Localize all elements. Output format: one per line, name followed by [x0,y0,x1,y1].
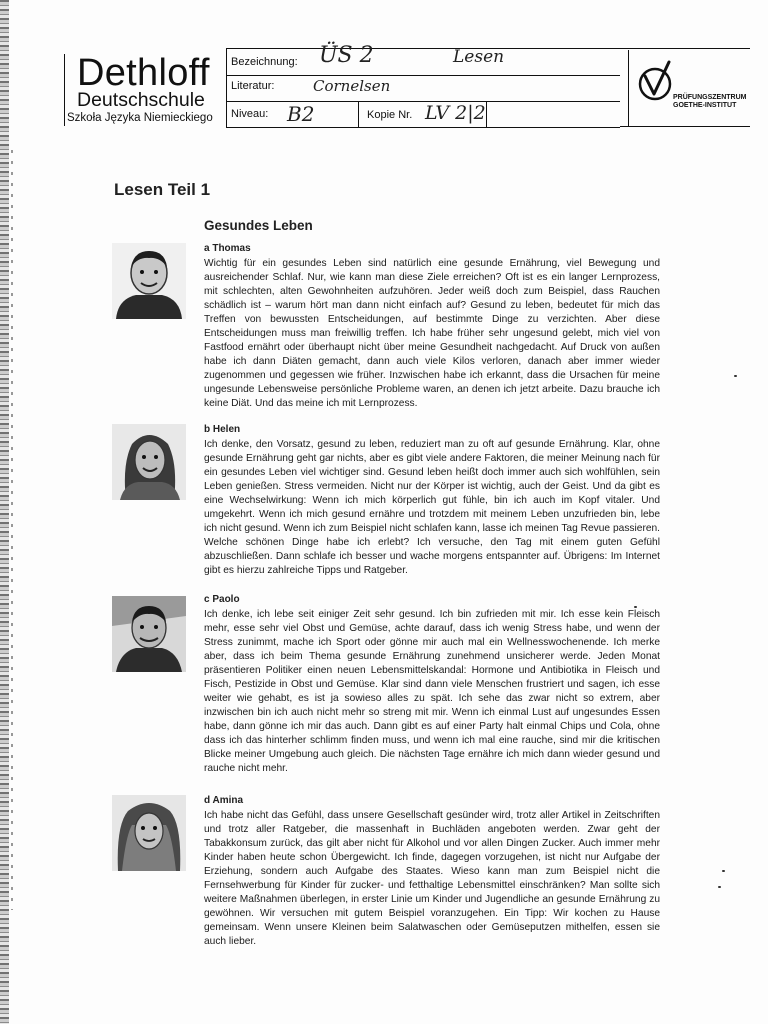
entry-text: Ich denke, den Vorsatz, gesund zu leben, reduziert man zu oft auf gesunde Ernährung. Klar, ohne gesunde Ernährung geht gar nichts, aber es gibt viele andere Faktoren, die meiner Meinung nach für ein gesundes Leben viel wichtiger sind. Gesund leben heißt doch immer auch sich wohlfühlen, sein Leben genießen. Stress vermeiden. Nicht nur der Körper ist wichtig, auch der Geist. Und da gibt es eine Wechselwirkung: Wenn ich mich körperlich gut fühle, bin ich auch im Kopf vitaler. Und umgekehrt. Wenn ich mich gesund ernähre und trotzdem mit meinem Leben unzufrieden bin, lebe ich nicht gesund. Wenn ich zum Beispiel nicht schlafen kann, lasse ich meinen Tag Revue passieren. Welche schönen Dinge habe ich erlebt? Ich versuche, den Tag mit einem guten Gefühl abzuschließen. Dann schlafe ich besser und wache morgens entspannter auf. Übrigens: Im Internet gibt es hierzu zahlreiche Tipps und Ratgeber. [204,439,660,576]
entry-amina [204,795,660,949]
scan-speck [722,870,725,872]
form-divider-3 [226,127,620,128]
entry-text: Ich denke, ich lebe seit einiger Zeit sehr gesund. Ich bin zufrieden mit mir. Ich esse kein Fleisch mehr, esse sehr viel Obst und Gemüse, achte darauf, dass ich wenig Stress habe, und wenn der Stress zunimmt, mache ich Sport oder gönne mir auch mal ein Wellnesswochenende. Ich merke aber, dass ich beim Thema gesunde Ernährung zunehmend unsicherer werde. Jeden Monat präsentieren Politiker einen neuen Lebensmittelskandal: Hormone und Antibiotika in Fleisch und Fisch, Pestizide in Obst und Gemüse. Klar sind dann viele Menschen frustriert und sagen, ich esse weiter wie gehabt, es ist ja sowieso alles zu spät. Ich sehe das zwar nicht so extrem, aber inzwischen bin ich auch nicht mehr so streng mit mir. Wenn ich einmal Lust auf ungesundes Essen habe, dann gönne ich mir das auch. Dann gibt es auf einer Party halt einmal Chips und Cola, ohne dass ich das hinterher schlimm finden muss, und wenn ich mal eine rauche, sind mir die kritischen Blicke meiner Umgebung auch gleich. Die nächsten Tage ernähre ich mich dann wieder gesund und rauche nicht mehr. [204,609,660,774]
literatur-row [226,76,621,102]
scan-speck [718,886,721,888]
logo-sub-text: Deutschschule [77,89,205,111]
document-header [60,40,750,128]
form-divider-v1 [358,102,359,128]
checkmark-logo-icon [635,60,675,104]
goethe-line-2: GOETHE-INSTITUT [673,102,737,109]
goethe-bottom-line [620,126,750,127]
entry-name: c Paolo [204,594,240,605]
entry-text: Wichtig für ein gesundes Leben sind natürlich eine gesunde Ernährung, viel Bewegung und ausreichender Schlaf. Nur, wie kann man diese Ziele erreichen? Oft ist es ein langer Lernprozess, mit schlechten, alten Gewohnheiten aufzuhören. Jeder weiß doch zum Beispiel, dass Rauchen schädlich ist – warum hört man dann nicht einfach auf? Gesund zu leben, bedeutet für mich das Treffen von bewussten Entscheidungen, auf bestimmte Dinge zu verzichten. Aber diese Entscheidungen muss man freiwillig treffen. Ich habe früher sehr ungesund gelebt, mich viel von Fastfood ernährt oder überhaupt nicht über meine Gesundheit nachgedacht. Auf Druck von außen habe ich dann Diäten gemacht, dann auch viele Kilos verloren, danach aber immer wieder zugenommen und gegessen wie früher. Inzwischen habe ich erkannt, dass die Ursachen für meine ungesunde Lebensweise persönliche Probleme waren, an denen ich jetzt arbeite. Dazu brauche ich keine Diät. Und das meine ich mit Lernprozess. [204,258,660,409]
entry-helen [204,424,660,578]
scan-speck [734,375,737,377]
kopie-label: Kopie Nr. [367,109,413,121]
portrait-thomas [112,243,186,319]
text-title: Gesundes Leben [204,218,313,233]
bezeichnung-row [226,43,621,75]
bezeichnung-value-2: Lesen [453,47,505,67]
logo-main-text: Dethloff [77,52,210,94]
school-logo [64,54,231,126]
entry-name: d Amina [204,795,244,806]
scan-edge [0,0,9,1024]
scan-edge-marks [11,150,13,910]
entry-name: a Thomas [204,243,251,254]
portrait-paolo [112,596,186,672]
portrait-amina [112,795,186,871]
niveau-label: Niveau: [231,108,269,120]
entry-text: Ich habe nicht das Gefühl, dass unsere Gesellschaft gesünder wird, trotz aller Artikel in Zeitschriften und trotz aller Ratgeber, die massenhaft in Buchläden angeboten werden. Zwar geht der Tabakkonsum zurück, das gilt aber nicht für Alkohol und vor allen Dingen Zucker. Auch immer mehr Kinder haben heute schon Übergewicht. Ich finde, dagegen vorzugehen, ist nicht nur Aufgabe der Erziehung, sondern auch Aufgabe des Staates. Wieso kann man zum Beispiel nicht die Fernsehwerbung für Kinder für zucker- und fetthaltige Lebensmittel einschränken? Man sollte sich weitere Maßnahmen überlegen, in erster Linie um Kinder und Jugendliche an gesunde Ernährung zu gewöhnen. Wir versuchen mit gutem Beispiel voranzugehen. Ein Tipp: Wir kochen zu Hause gemeinsam. Wenn unsere Kleinen beim Salatwaschen oder Gemüseputzen mithelfen, essen sie auch lieber. [204,810,660,947]
portrait-helen [112,424,186,500]
goethe-text [673,94,747,110]
bezeichnung-label: Bezeichnung: [231,56,298,68]
logo-subtitle-polish: Szkoła Języka Niemieckiego [67,112,213,124]
literatur-label: Literatur: [231,80,275,92]
document-info-form [226,43,620,127]
bezeichnung-value: ÜS 2 [319,43,374,68]
literatur-value: Cornelsen [313,77,391,95]
goethe-institut-logo [628,50,759,126]
scan-speck [634,606,637,608]
niveau-value: B2 [287,102,315,126]
section-title: Lesen Teil 1 [114,180,211,199]
kopie-value: LV 2|2 [425,102,486,124]
goethe-line-1: PRÜFUNGSZENTRUM [673,94,747,101]
form-divider-v2 [486,102,487,128]
entry-paolo [204,594,660,776]
niveau-row [226,102,621,128]
goethe-top-line [620,48,750,49]
entry-thomas [204,243,660,411]
entry-name: b Helen [204,424,241,435]
